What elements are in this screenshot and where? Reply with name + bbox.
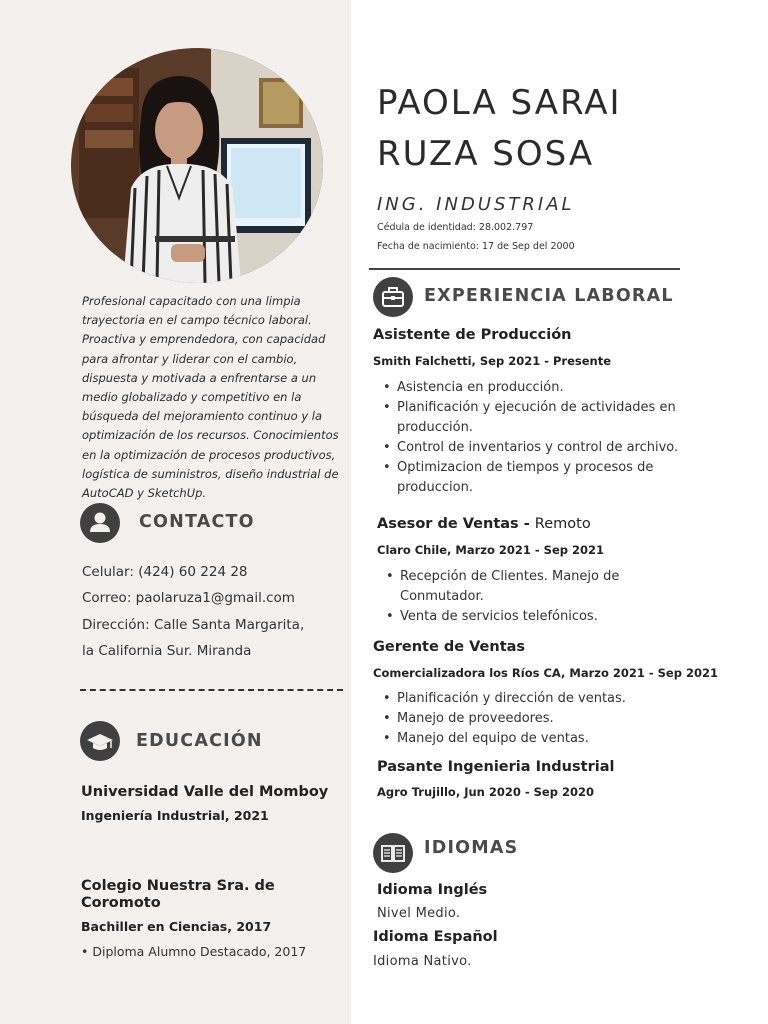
language-level: Nivel Medio. bbox=[377, 906, 461, 921]
section-divider bbox=[80, 689, 343, 691]
language-level: Idioma Nativo. bbox=[373, 954, 472, 969]
list-item: • Manejo de proveedores. bbox=[374, 709, 704, 729]
language-name: Idioma Inglés bbox=[377, 882, 488, 898]
contact-email[interactable]: Correo: paolaruza1@gmail.com bbox=[82, 590, 295, 606]
education-school: Universidad Valle del Momboy bbox=[81, 784, 329, 800]
job-company: Smith Falchetti, Sep 2021 - Presente bbox=[373, 354, 612, 368]
list-item: • Recepción de Clientes. Manejo de Conmutador. bbox=[377, 567, 677, 607]
contact-address-line2: la California Sur. Miranda bbox=[82, 643, 252, 659]
job-duties-list bbox=[374, 689, 704, 749]
job-title: Pasante Ingenieria Industrial bbox=[377, 759, 615, 775]
job-company: Claro Chile, Marzo 2021 - Sep 2021 bbox=[377, 543, 604, 557]
job-duties-list bbox=[377, 567, 677, 627]
job-title-text: Asesor de Ventas - bbox=[377, 516, 535, 532]
list-item: • Venta de servicios telefónicos. bbox=[377, 607, 677, 627]
education-school: Colegio Nuestra Sra. de Coromoto bbox=[81, 878, 275, 911]
list-item: • Control de inventarios y control de archivo. bbox=[374, 438, 704, 458]
job-title bbox=[377, 516, 591, 532]
job-title-suffix: Remoto bbox=[534, 516, 591, 532]
experience-heading: EXPERIENCIA LABORAL bbox=[424, 286, 674, 306]
job-title: Gerente de Ventas bbox=[373, 639, 526, 655]
job-title-heading: ING. INDUSTRIAL bbox=[377, 194, 575, 215]
book-icon bbox=[373, 833, 413, 873]
education-degree: Bachiller en Ciencias, 2017 bbox=[81, 919, 272, 934]
job-company: Agro Trujillo, Jun 2020 - Sep 2020 bbox=[377, 785, 594, 799]
list-item: • Optimizacion de tiempos y procesos de produccion. bbox=[374, 458, 704, 498]
header-divider bbox=[369, 268, 680, 270]
briefcase-icon bbox=[373, 277, 413, 317]
list-item: • Planificación y ejecución de actividades en producción. bbox=[374, 398, 704, 438]
job-title: Asistente de Producción bbox=[373, 327, 572, 343]
profile-summary: Profesional capacitado con una limpia trayectoria en el campo técnico laboral. Proactiva y emprendedora, con capacidad para afrontar y liderar con el cambio, dispuesta y motivada a enfrentarse a un medio globalizado y competitivo en la búsqueda del mejoramiento continuo y la optimización de los recursos. Conocimientos en la optimización de procesos productivos, logística de suministros, diseño industrial de AutoCAD y SketchUp. bbox=[82, 294, 339, 501]
list-item: • Asistencia en producción. bbox=[374, 378, 704, 398]
education-note: • Diploma Alumno Destacado, 2017 bbox=[81, 944, 307, 959]
profile-photo bbox=[71, 48, 323, 283]
id-number: Cédula de identidad: 28.002.797 bbox=[377, 222, 534, 233]
languages-heading: IDIOMAS bbox=[424, 838, 519, 858]
job-company: Comercializadora los Ríos CA, Marzo 2021 - Sep 2021 bbox=[373, 666, 718, 680]
contact-phone: Celular: (424) 60 224 28 bbox=[82, 564, 248, 580]
birth-date: Fecha de nacimiento: 17 de Sep del 2000 bbox=[377, 241, 575, 252]
contact-heading: CONTACTO bbox=[139, 512, 255, 532]
name-line-2: RUZA SOSA bbox=[377, 134, 595, 174]
person-icon bbox=[80, 503, 120, 543]
list-item: • Manejo del equipo de ventas. bbox=[374, 729, 704, 749]
language-name: Idioma Español bbox=[373, 929, 498, 945]
list-item: • Planificación y dirección de ventas. bbox=[374, 689, 704, 709]
full-name bbox=[377, 78, 757, 180]
contact-address-line1: Dirección: Calle Santa Margarita, bbox=[82, 617, 305, 633]
education-degree: Ingeniería Industrial, 2021 bbox=[81, 808, 269, 823]
name-line-1: PAOLA SARAI bbox=[377, 83, 622, 123]
graduation-cap-icon bbox=[80, 721, 120, 761]
education-heading: EDUCACIÓN bbox=[136, 731, 263, 751]
job-duties-list bbox=[374, 378, 704, 498]
